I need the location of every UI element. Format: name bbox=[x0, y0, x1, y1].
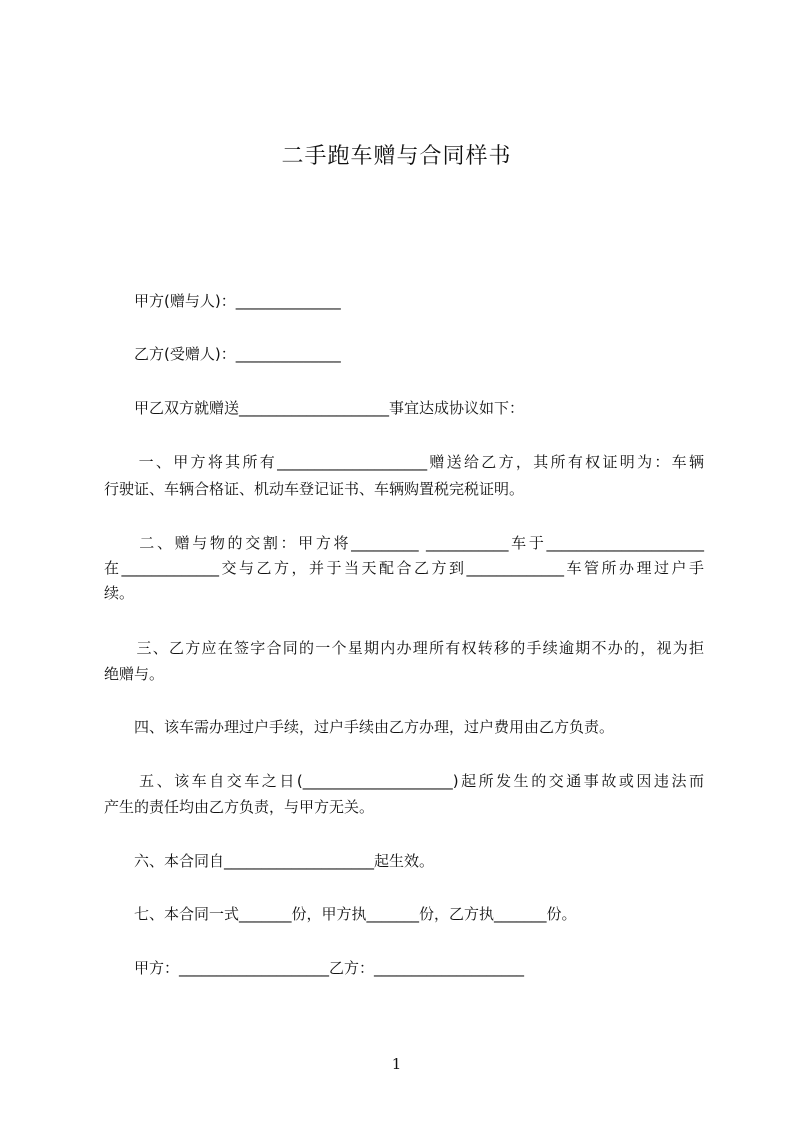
clause-2-line-1: 二、赠与物的交割：甲方将_________ ___________车于_____________________ bbox=[104, 534, 704, 552]
clause-1-line-1: 一、甲方将其所有____________________赠送给乙方，其所有权证明为：车辆 bbox=[104, 453, 704, 471]
clause-4-line: 四、该车需办理过户手续，过户手续由乙方办理，过户费用由乙方负责。 bbox=[104, 718, 615, 736]
clause-5-line-2: 产生的责任均由乙方负责，与甲方无关。 bbox=[104, 798, 375, 816]
clause-5-line-1: 五、该车自交车之日(____________________)起所发生的交通事故或因违法而 bbox=[104, 772, 704, 790]
clause-1-line-2: 行驶证、车辆合格证、机动车登记证书、车辆购置税完税证明。 bbox=[104, 480, 525, 498]
party-a-line: 甲方(赠与人)：______________ bbox=[104, 292, 341, 310]
signature-line: 甲方：____________________乙方：____________________ bbox=[104, 959, 525, 977]
clause-3-line-2: 绝赠与。 bbox=[104, 665, 165, 683]
party-b-line: 乙方(受赠人)：______________ bbox=[104, 345, 341, 363]
page-number: 1 bbox=[391, 1055, 402, 1073]
clause-2-line-3: 续。 bbox=[104, 584, 135, 602]
document-title: 二手跑车赠与合同样书 bbox=[281, 144, 512, 169]
intro-line: 甲乙双方就赠送____________________事宜达成协议如下： bbox=[104, 399, 525, 417]
clause-7-line: 七、本合同一式_______份，甲方执_______份，乙方执_______份。 bbox=[104, 905, 577, 923]
clause-6-line: 六、本合同自____________________起生效。 bbox=[104, 852, 435, 870]
clause-3-line-1: 三、乙方应在签字合同的一个星期内办理所有权转移的手续逾期不办的，视为拒 bbox=[104, 639, 704, 657]
clause-2-line-2: 在_____________交与乙方，并于当天配合乙方到_____________车管所办理过户手 bbox=[104, 559, 704, 577]
